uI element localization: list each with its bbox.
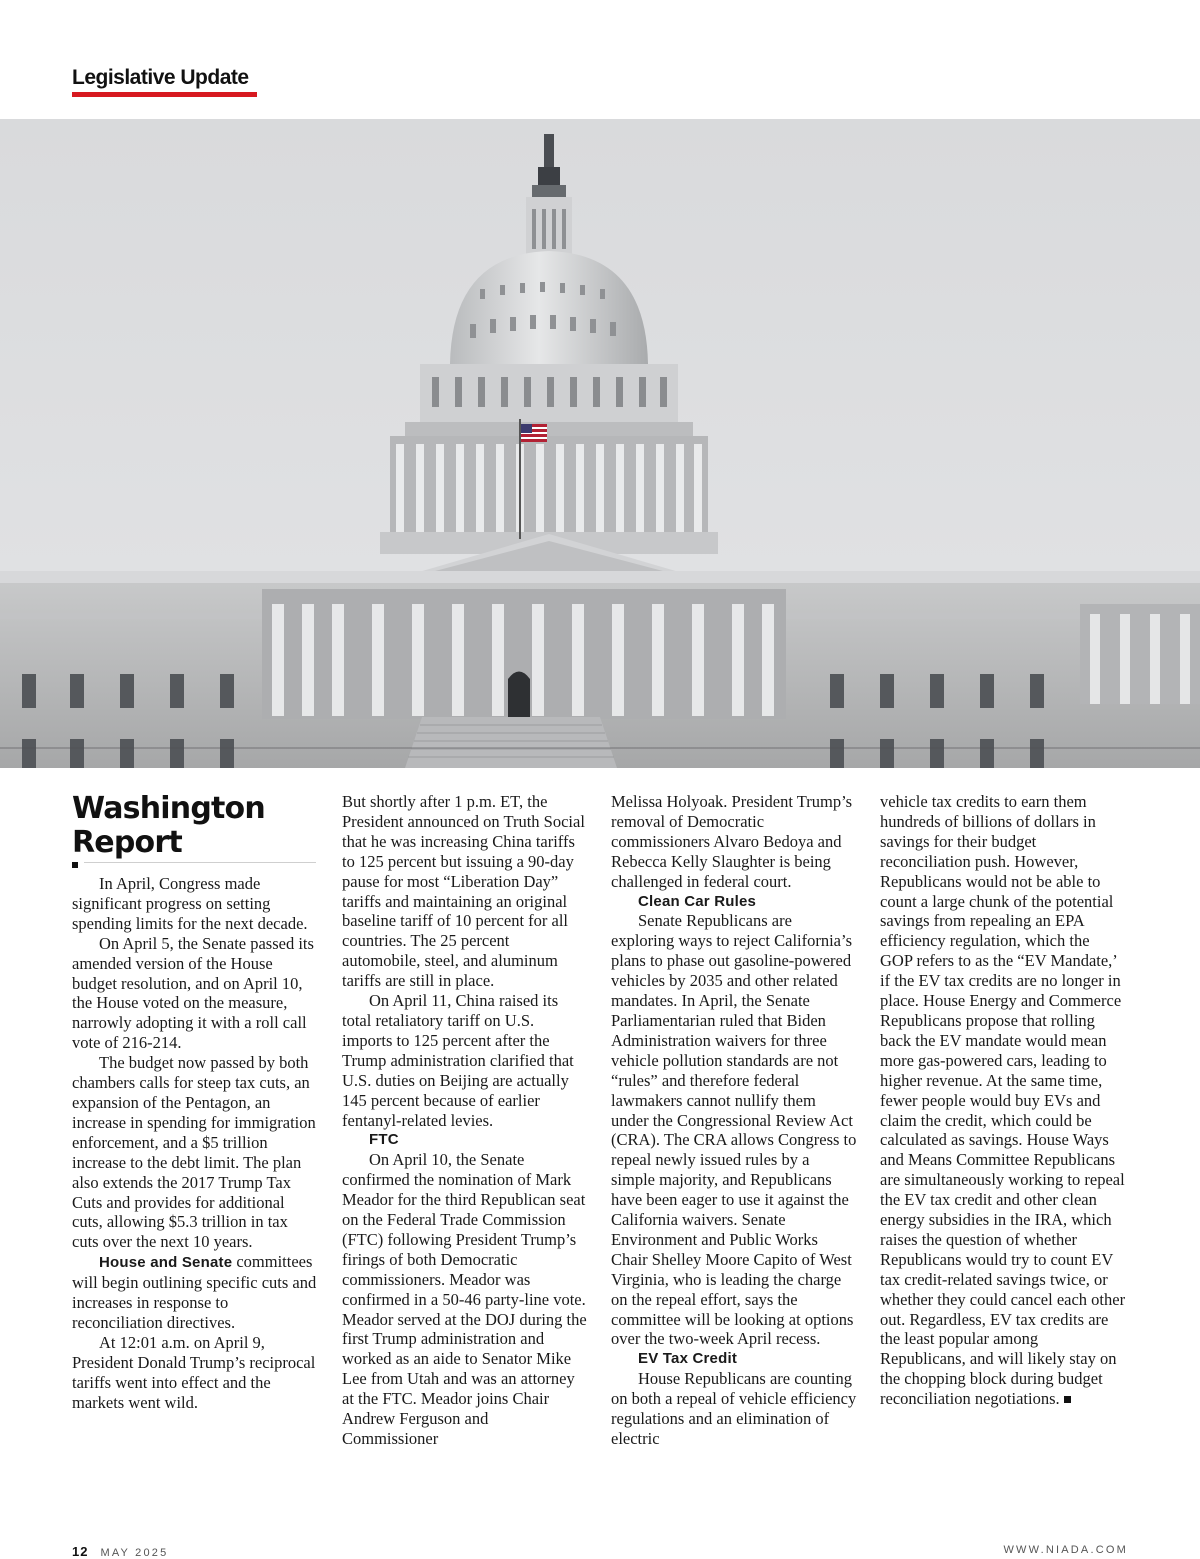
subhead-ftc: FTC: [369, 1131, 399, 1149]
section-tag: Legislative Update: [72, 66, 249, 89]
paragraph-lead: House and Senate: [99, 1254, 233, 1272]
paragraph: At 12:01 a.m. on April 9, President Donald Trump’s reciprocal tariffs went into effect and the markets went wild.: [72, 1332, 316, 1412]
capitol-photo: [0, 119, 1200, 768]
page-number: 12: [72, 1544, 89, 1559]
paragraph: Senate Republicans are exploring ways to reject California’s plans to phase out gasoline-powered vehicles by 2035 and other related mandates. In April, the Senate Parliamentarian ruled that Biden Administration waivers for three vehicle pollution standards are not “rules” and therefore federal lawmakers cannot nullify them under the Congressional Review Act (CRA). The CRA allows Congress to repeal newly issued rules by a simple majority, and Republicans have been eager to use it against the California waivers. Senate Environment and Public Works Chair Shelley Moore Capito of West Virginia, who is leading the charge on the repeal effort, says the committee will be looking at options over the two-week April recess.: [611, 911, 857, 1349]
paragraph: [72, 1252, 318, 1333]
footer-left: [72, 1544, 168, 1559]
end-mark-icon: [1064, 1396, 1071, 1403]
title-rule: [84, 862, 316, 863]
column-2: [342, 792, 588, 1449]
article-body: [72, 792, 1128, 1492]
footer-site: WWW.NIADA.COM: [1003, 1544, 1128, 1556]
subhead-ev-tax-credit: EV Tax Credit: [638, 1350, 738, 1368]
column-1: [72, 792, 318, 1412]
title-block: [72, 792, 318, 874]
column-4: [880, 792, 1126, 1409]
paragraph: [880, 792, 1126, 1409]
paragraph: On April 11, China raised its total retaliatory tariff on U.S. imports to 125 percent after the Trump administration clarified that U.S. duties on Beijing are actually 145 percent because of earlier fentanyl-related levies.: [342, 991, 574, 1130]
paragraph-text: committees will begin outlining specific cuts and increases in response to reconciliation directives.: [72, 1252, 317, 1332]
paragraph: On April 10, the Senate confirmed the nomination of Mark Meador for the third Republican seat on the Federal Trade Commission (FTC) following President Trump’s firings of both Democratic commissioners. Meador was confirmed in a 50-46 party-line vote. Meador served at the DOJ during the first Trump administration and worked as an aide to Senator Mike Lee from Utah and was an attorney at the FTC. Meador joins Chair Andrew Ferguson and Commissioner: [342, 1150, 587, 1448]
paragraph: On April 5, the Senate passed its amended version of the House budget resolution, and on April 10, the House voted on the measure, narrowly adopting it with a roll call vote of 216-214.: [72, 933, 314, 1053]
issue-date: MAY 2025: [100, 1547, 169, 1559]
paragraph: In April, Congress made significant progress on setting spending limits for the next decade.: [72, 874, 308, 933]
subhead-clean-car-rules: Clean Car Rules: [638, 892, 757, 910]
section-rule: [72, 92, 257, 97]
paragraph-text: vehicle tax credits to earn them hundreds of billions of dollars in savings for their budget reconciliation push. However, Republicans would not be able to count a large chunk of the potential savings from repealing an EPA efficiency regulation, which the GOP refers to as the “EV Mandate,’ if the EV tax credits are no longer in place. House Energy and Commerce Republicans propose that rolling back the EV mandate would mean more gas-powered cars, leading to higher revenue. At the same time, fewer people would buy EVs and claim the credit, which could be calculated as savings. House Ways and Means Committee Republicans are simultaneously working to repeal the EV tax credit and other clean energy subsidies in the IRA, which raises the question of whether Republicans would try to count EV tax credit-related savings twice, or whether they could cancel each other out. Regardless, EV tax credits are the least popular among Republicans, and will likely stay on the chopping block during budget reconciliation negotiations.: [880, 792, 1126, 1409]
paragraph: The budget now passed by both chambers calls for steep tax cuts, an expansion of the Pentagon, an increase in spending for immigration enforcement, and a $5 trillion increase to the debt limit. The plan also extends the 2017 Trump Tax Cuts and provides for additional cuts, allowing $5.3 trillion in tax cuts over the next 10 years.: [72, 1053, 316, 1252]
article-title: Washington Report: [72, 791, 265, 860]
paragraph: Melissa Holyoak. President Trump’s removal of Democratic commissioners Alvaro Bedoya and Rebecca Kelly Slaughter is being challenged in federal court.: [611, 792, 853, 891]
paragraph: But shortly after 1 p.m. ET, the President announced on Truth Social that he was increasing China tariffs to 125 percent but issuing a 90-day pause for most “Liberation Day” tariffs and maintaining an original baseline tariff of 10 percent for all countries. The 25 percent automobile, steel, and aluminum tariffs are still in place.: [342, 792, 585, 991]
column-3: [611, 792, 857, 1449]
paragraph: House Republicans are counting on both a repeal of vehicle efficiency regulations and an elimination of electric: [611, 1369, 857, 1448]
title-marker: [72, 862, 78, 868]
